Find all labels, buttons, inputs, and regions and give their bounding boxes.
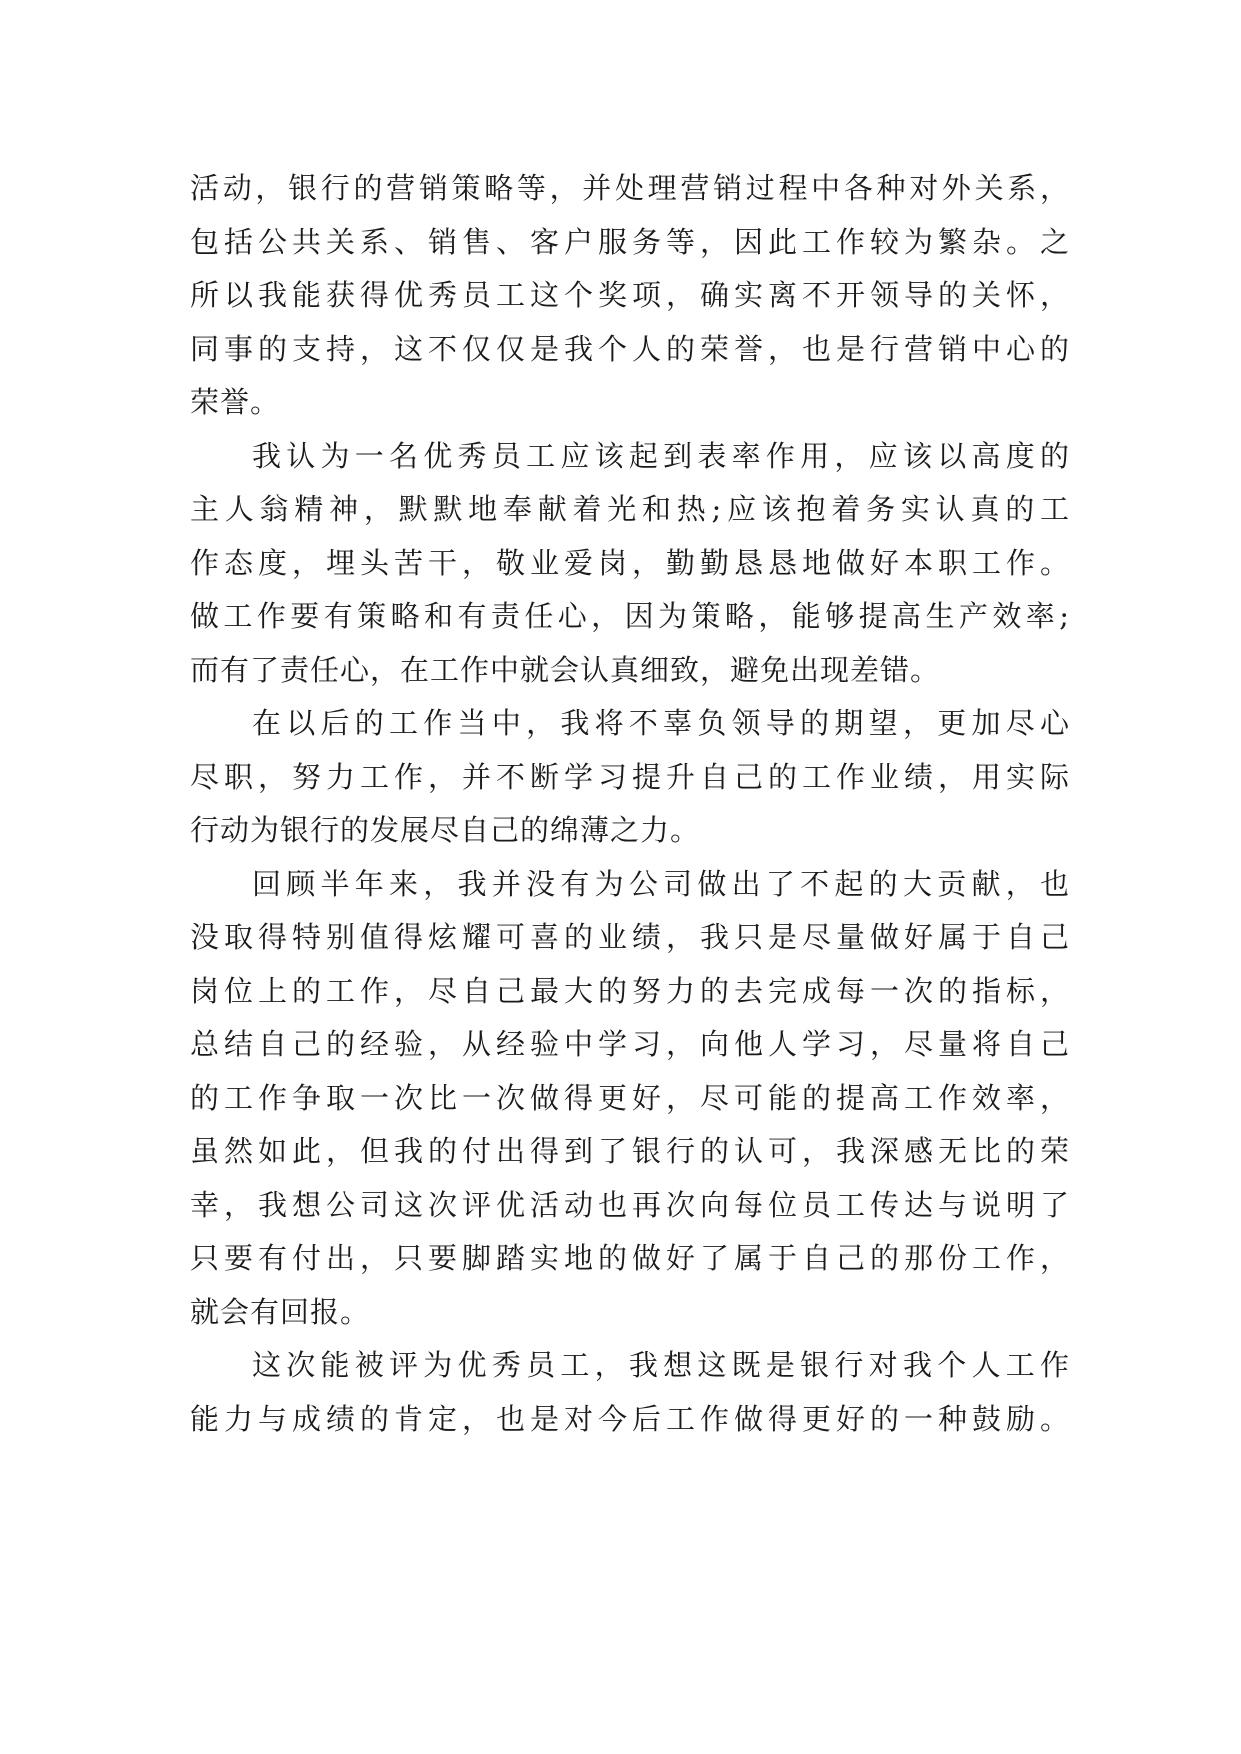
text-line: 所以我能获得优秀员工这个奖项，确实离不开领导的关怀， bbox=[190, 278, 1070, 312]
text-line: 我认为一名优秀员工应该起到表率作用，应该以高度的 bbox=[252, 438, 1070, 473]
text-line: 行动为银行的发展尽自己的绵薄之力。 bbox=[190, 813, 701, 847]
text-line: 总结自己的经验，从经验中学习，向他人学习，尽量将自己 bbox=[190, 1027, 1070, 1061]
text-line: 包括公共关系、销售、客户服务等，因此工作较为繁杂。之 bbox=[190, 224, 1070, 259]
text-line: 能力与成绩的肯定，也是对今后工作做得更好的一种鼓励。 bbox=[190, 1401, 1070, 1436]
text-line: 而有了责任心，在工作中就会认真细致，避免出现差错。 bbox=[190, 652, 941, 687]
text-line: 幸，我想公司这次评优活动也再次向每位员工传达与说明了 bbox=[190, 1187, 1070, 1222]
document-body bbox=[190, 162, 1070, 1446]
text-line: 作态度，埋头苦干，敬业爱岗，勤勤恳恳地做好本职工作。 bbox=[190, 545, 1070, 580]
text-line: 荣誉。 bbox=[190, 385, 281, 419]
text-line: 尽职，努力工作，并不断学习提升自己的工作业绩，用实际 bbox=[190, 759, 1070, 794]
text-line: 做工作要有策略和有责任心，因为策略，能够提高生产效率; bbox=[190, 599, 1070, 633]
text-line: 虽然如此，但我的付出得到了银行的认可，我深感无比的荣 bbox=[190, 1134, 1070, 1168]
text-line: 岗位上的工作，尽自己最大的努力的去完成每一次的指标， bbox=[190, 973, 1070, 1008]
text-line: 没取得特别值得炫耀可喜的业绩，我只是尽量做好属于自己 bbox=[190, 920, 1070, 954]
text-line: 只要有付出，只要脚踏实地的做好了属于自己的那份工作， bbox=[190, 1241, 1070, 1275]
text-line: 的工作争取一次比一次做得更好，尽可能的提高工作效率， bbox=[190, 1080, 1070, 1115]
text-line: 主人翁精神，默默地奉献着光和热;应该抱着务实认真的工 bbox=[190, 492, 1070, 526]
text-line: 就会有回报。 bbox=[190, 1294, 371, 1329]
text-line: 在以后的工作当中，我将不辜负领导的期望，更加尽心 bbox=[252, 706, 1070, 740]
text-line: 同事的支持，这不仅仅是我个人的荣誉，也是行营销中心的 bbox=[190, 331, 1070, 366]
text-line: 回顾半年来，我并没有为公司做出了不起的大贡献，也 bbox=[252, 866, 1070, 901]
text-line: 这次能被评为优秀员工，我想这既是银行对我个人工作 bbox=[252, 1348, 1070, 1382]
text-line: 活动，银行的营销策略等，并处理营销过程中各种对外关系， bbox=[190, 171, 1070, 205]
